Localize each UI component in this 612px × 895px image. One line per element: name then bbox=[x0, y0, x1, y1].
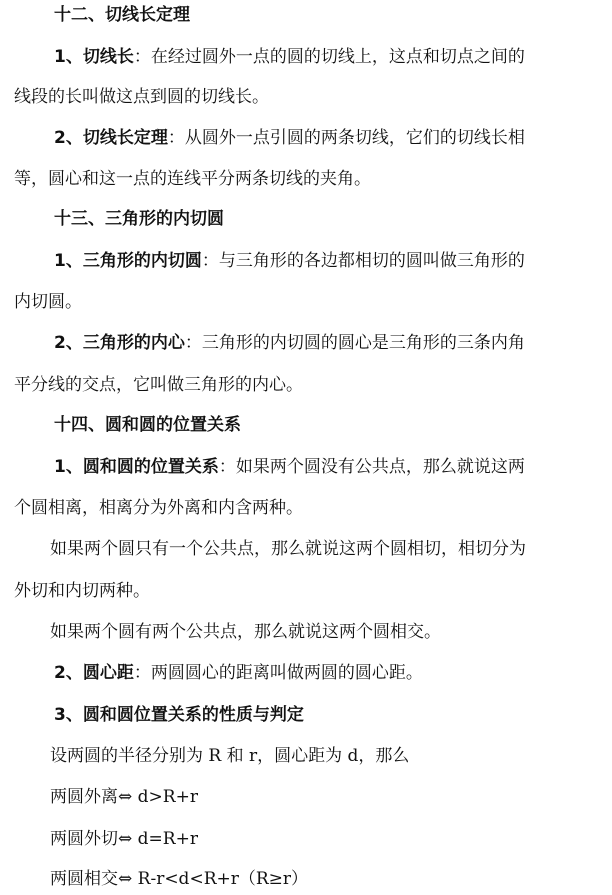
definition-text: ：与三角形的各边都相切的圆叫做三角形的 bbox=[201, 251, 525, 271]
setup-line: 设两圆的半径分别为 R 和 r，圆心距为 d，那么 bbox=[50, 746, 410, 766]
term-circle-positions: 圆和圆的位置关系 bbox=[82, 457, 219, 477]
section-14-item-3-heading: 3、圆和圆位置关系的性质与判定 bbox=[54, 705, 304, 725]
definition-text: ：如果两个圆没有公共点，那么就说这两 bbox=[218, 457, 525, 477]
section-13-item-2-line-1 bbox=[54, 332, 612, 354]
section-12-heading: 十二、切线长定理 bbox=[54, 5, 190, 25]
definition-text: ：三角形的内切圆的圆心是三角形的三条内角 bbox=[184, 333, 525, 353]
definition-text: ：从圆外一点引圆的两条切线，它们的切线长相 bbox=[167, 128, 525, 148]
section-14-item-2 bbox=[54, 662, 612, 684]
section-13-heading: 十三、三角形的内切圆 bbox=[54, 209, 224, 229]
section-12-item-2-line-2: 等，圆心和这一点的连线平分两条切线的夹角。 bbox=[14, 169, 371, 189]
item-number: 1、 bbox=[54, 457, 83, 477]
item-number: 2、 bbox=[54, 663, 83, 683]
item-number: 2、 bbox=[54, 333, 83, 353]
item-number: 2、 bbox=[54, 128, 83, 148]
section-14-heading: 十四、圆和圆的位置关系 bbox=[54, 415, 241, 435]
term-center-distance: 圆心距 bbox=[82, 663, 134, 683]
section-14-item-1-line-2: 个圆相离，相离分为外离和内含两种。 bbox=[14, 498, 303, 518]
relation-intersecting: 两圆相交⇔ R-r<d<R+r（R≥r） bbox=[50, 869, 309, 889]
definition-text: ：在经过圆外一点的圆的切线上，这点和切点之间的 bbox=[133, 47, 525, 67]
section-12-item-1-line-2: 线段的长叫做这点到圆的切线长。 bbox=[14, 87, 269, 107]
term-tangent-length: 切线长 bbox=[82, 47, 134, 67]
term-incircle: 三角形的内切圆 bbox=[82, 251, 202, 271]
section-12-item-2-line-1 bbox=[54, 127, 612, 149]
relation-external-tangent: 两圆外切⇔ d=R+r bbox=[50, 829, 198, 849]
section-13-item-2-line-2: 平分线的交点，它叫做三角形的内心。 bbox=[14, 375, 303, 395]
relation-external-separation: 两圆外离⇔ d>R+r bbox=[50, 787, 198, 807]
section-12-item-1-line-1 bbox=[54, 46, 612, 68]
section-14-para-3: 如果两个圆有两个公共点，那么就说这两个圆相交。 bbox=[50, 622, 441, 642]
section-13-item-1-line-1 bbox=[54, 250, 612, 272]
term-incenter: 三角形的内心 bbox=[82, 333, 185, 353]
item-number: 1、 bbox=[54, 47, 83, 67]
definition-text: ：两圆圆心的距离叫做两圆的圆心距。 bbox=[133, 663, 423, 683]
section-13-item-1-line-2: 内切圆。 bbox=[14, 292, 82, 312]
section-14-item-1-line-1 bbox=[54, 456, 612, 478]
section-14-para-2-line-1: 如果两个圆只有一个公共点，那么就说这两个圆相切，相切分为 bbox=[50, 539, 526, 559]
term-tangent-length-theorem: 切线长定理 bbox=[82, 128, 168, 148]
section-14-para-2-line-2: 外切和内切两种。 bbox=[14, 581, 150, 601]
item-number: 1、 bbox=[54, 251, 83, 271]
